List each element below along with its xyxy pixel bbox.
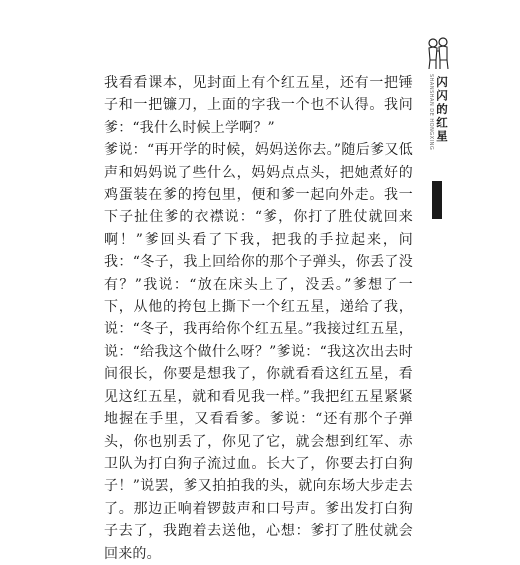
chapter-side-tab: [425, 36, 449, 186]
paragraph: 我看看课本，见封面上有个红五星，还有一把锤子和一把镰刀，上面的字我一个也不认得。我问爹：“我什么时候上学啊？”: [104, 75, 413, 136]
children-figure-icon: [425, 36, 451, 70]
body-text: [104, 72, 413, 565]
side-pinyin-text: SHANSHAN DE HONGXING: [428, 74, 434, 151]
side-marker-bar: [432, 181, 442, 219]
side-chapter-title: 闪闪的红星: [435, 76, 449, 144]
paragraph: 爹说：“再开学的时候，妈妈送你去。”随后爹又低声和妈妈说了些什么，妈妈点点头，把她煮好的鸡蛋装在爹的挎包里，便和爹一起向外走。我一下子扯住爹的衣襟说：“爹，你打了胜仗就回来啊！”爹回头看了下我，把我的手拉起来，问我：“冬子，我上回给你的那个子弹头，你丢了没有？”我说：“放在床头上了，没丢。”爹想了一下，从他的挎包上撕下一个红五星，递给了我，说：“冬子，我再给你个红五星。”我接过红五星，说：“给我这个做什么呀？”爹说：“我这次出去时间很长，你要是想我了，你就看看这红五星，看见这红五星，就和看见我一样。”我把红五星紧紧地握在手里，又看看爹。爹说：“还有那个子弹头，你也别丢了，你见了它，就会想到红军、赤卫队为打白狗子流过血。长大了，你要去打白狗子！”说罢，爹又拍拍我的头，就向东场大步走去了。那边正响着锣鼓声和口号声。爹出发打白狗子去了，我跑着去送他，心想：爹打了胜仗就会回来的。: [104, 142, 413, 562]
